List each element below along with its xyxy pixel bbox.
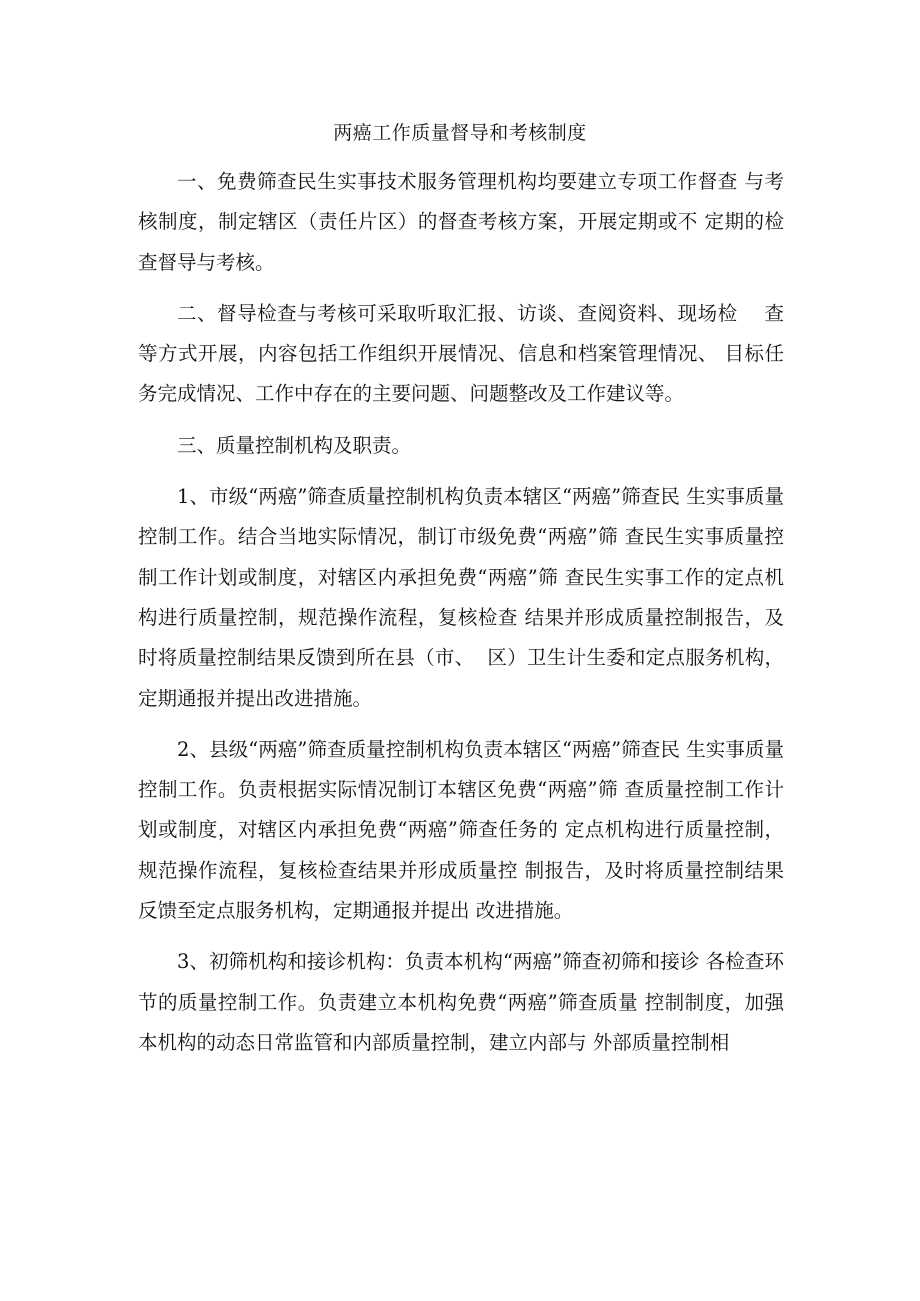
paragraph-3: 三、质量控制机构及职责。 (177, 433, 412, 457)
document-body (138, 162, 784, 1063)
paragraph-4: 1、市级“两癌”筛查质量控制机构负责本辖区“两癌”筛查民 生实事质量控制工作。结合当地实际情况，制订市级免费“两癌”筛 查民生实事质量控制工作计划或制度，对辖区内承担免费“两癌”筛 查民生实事工作的定点机构进行质量控制，规范操作流程，复核检查 结果并形成质量控制报告，及时将质量控制结果反馈到所在县（市、 区）卫生计生委和定点服务机构，定期通报并提出改进措施。 (138, 485, 784, 710)
paragraph-2: 二、督导检查与考核可采取听取汇报、访谈、查阅资料、现场检 查等方式开展，内容包括工作组织开展情况、信息和档案管理情况、 目标任务完成情况、工作中存在的主要问题、问题整改及工作建议等。 (138, 301, 784, 406)
paragraph-6: 3、初筛机构和接诊机构：负责本机构“两癌”筛查初筛和接诊 各检查环节的质量控制工作。负责建立本机构免费“两癌”筛查质量 控制制度，加强本机构的动态日常监管和内部质量控制，建立内部与 外部质量控制相 (138, 950, 784, 1054)
paragraph-5: 2、县级“两癌”筛查质量控制机构负责本辖区“两癌”筛查民 生实事质量控制工作。负责根据实际情况制订本辖区免费“两癌”筛 查质量控制工作计划或制度，对辖区内承担免费“两癌”筛查任务的 定点机构进行质量控制，规范操作流程，复核检查结果并形成质量控 制报告，及时将质量控制结果反馈至定点服务机构，定期通报并提出 改进措施。 (138, 737, 784, 923)
document-title: 两癌工作质量督导和考核制度 (333, 122, 587, 144)
paragraph-1: 一、免费筛查民生实事技术服务管理机构均要建立专项工作督查 与考核制度，制定辖区（责任片区）的督查考核方案，开展定期或不 定期的检查督导与考核。 (138, 170, 784, 274)
